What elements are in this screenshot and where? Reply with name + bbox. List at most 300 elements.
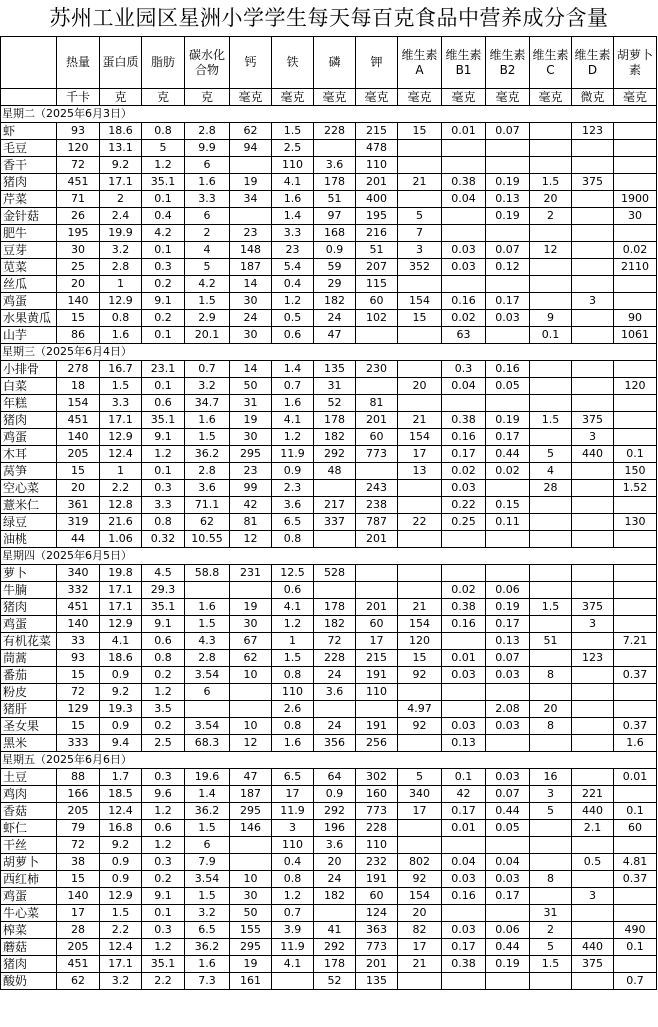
value-cell bbox=[572, 735, 614, 752]
table-row bbox=[1, 718, 657, 735]
value-cell: 0.19 bbox=[486, 174, 530, 191]
value-cell bbox=[572, 276, 614, 293]
value-cell: 102 bbox=[356, 310, 398, 327]
value-cell: 19.9 bbox=[100, 225, 142, 242]
value-cell: 3.6 bbox=[314, 157, 356, 174]
value-cell: 2.2 bbox=[142, 973, 185, 990]
value-cell: 3.3 bbox=[272, 225, 314, 242]
header-cell: 脂肪 bbox=[142, 37, 185, 89]
value-cell bbox=[614, 701, 657, 718]
value-cell bbox=[572, 701, 614, 718]
unit-row bbox=[1, 89, 657, 106]
value-cell: 15 bbox=[398, 310, 442, 327]
value-cell: 0.03 bbox=[486, 310, 530, 327]
header-cell: 维生素B2 bbox=[486, 37, 530, 89]
value-cell: 31 bbox=[230, 395, 272, 412]
value-cell: 295 bbox=[230, 939, 272, 956]
value-cell: 5 bbox=[530, 446, 572, 463]
value-cell: 0.02 bbox=[442, 310, 486, 327]
value-cell: 0.07 bbox=[486, 123, 530, 140]
value-cell: 201 bbox=[356, 956, 398, 973]
value-cell: 6.5 bbox=[272, 769, 314, 786]
value-cell: 10 bbox=[230, 667, 272, 684]
value-cell: 0.6 bbox=[272, 582, 314, 599]
food-name-cell: 猪肉 bbox=[1, 599, 57, 616]
value-cell: 12 bbox=[230, 735, 272, 752]
value-cell: 2 bbox=[530, 208, 572, 225]
food-name-cell: 油桃 bbox=[1, 531, 57, 548]
header-cell: 维生素C bbox=[530, 37, 572, 89]
value-cell bbox=[185, 701, 230, 718]
value-cell: 0.7 bbox=[614, 973, 657, 990]
value-cell: 2.08 bbox=[486, 701, 530, 718]
value-cell: 30 bbox=[230, 616, 272, 633]
value-cell: 201 bbox=[356, 531, 398, 548]
value-cell: 13.1 bbox=[100, 140, 142, 157]
value-cell: 787 bbox=[356, 514, 398, 531]
value-cell: 50 bbox=[230, 378, 272, 395]
value-cell: 21 bbox=[398, 599, 442, 616]
value-cell bbox=[530, 565, 572, 582]
value-cell: 1.52 bbox=[614, 480, 657, 497]
table-row bbox=[1, 633, 657, 650]
value-cell: 19 bbox=[230, 956, 272, 973]
value-cell bbox=[530, 650, 572, 667]
value-cell bbox=[614, 905, 657, 922]
value-cell: 90 bbox=[614, 310, 657, 327]
value-cell: 68.3 bbox=[185, 735, 230, 752]
value-cell bbox=[572, 191, 614, 208]
value-cell: 191 bbox=[356, 871, 398, 888]
value-cell bbox=[530, 837, 572, 854]
food-name-cell: 莴笋 bbox=[1, 463, 57, 480]
value-cell: 18.6 bbox=[100, 123, 142, 140]
value-cell: 9 bbox=[530, 310, 572, 327]
value-cell: 17 bbox=[356, 633, 398, 650]
value-cell: 47 bbox=[314, 327, 356, 344]
value-cell: 50 bbox=[230, 905, 272, 922]
value-cell: 356 bbox=[314, 735, 356, 752]
value-cell bbox=[442, 157, 486, 174]
value-cell: 1.6 bbox=[185, 599, 230, 616]
value-cell: 21.6 bbox=[100, 514, 142, 531]
value-cell: 22 bbox=[398, 514, 442, 531]
value-cell: 1061 bbox=[614, 327, 657, 344]
value-cell: 1.6 bbox=[100, 327, 142, 344]
value-cell: 3 bbox=[398, 242, 442, 259]
food-name-cell: 榨菜 bbox=[1, 922, 57, 939]
value-cell: 1.7 bbox=[100, 769, 142, 786]
food-name-cell: 鸡蛋 bbox=[1, 293, 57, 310]
value-cell: 3.54 bbox=[185, 871, 230, 888]
food-name-cell: 牛腩 bbox=[1, 582, 57, 599]
value-cell bbox=[442, 395, 486, 412]
value-cell: 33 bbox=[57, 633, 100, 650]
value-cell: 31 bbox=[530, 905, 572, 922]
food-name-cell: 萝卜 bbox=[1, 565, 57, 582]
value-cell: 5 bbox=[530, 939, 572, 956]
value-cell: 0.22 bbox=[442, 497, 486, 514]
value-cell: 123 bbox=[572, 123, 614, 140]
table-row bbox=[1, 854, 657, 871]
value-cell bbox=[486, 225, 530, 242]
value-cell: 20 bbox=[398, 905, 442, 922]
table-row bbox=[1, 446, 657, 463]
value-cell: 0.37 bbox=[614, 871, 657, 888]
value-cell: 1.2 bbox=[272, 293, 314, 310]
value-cell: 12.4 bbox=[100, 446, 142, 463]
value-cell: 451 bbox=[57, 174, 100, 191]
value-cell: 9.1 bbox=[142, 293, 185, 310]
value-cell: 528 bbox=[314, 565, 356, 582]
value-cell: 0.2 bbox=[142, 718, 185, 735]
value-cell: 1.6 bbox=[185, 956, 230, 973]
value-cell: 47 bbox=[230, 769, 272, 786]
value-cell: 15 bbox=[57, 463, 100, 480]
value-cell: 9.2 bbox=[100, 837, 142, 854]
value-cell: 72 bbox=[57, 837, 100, 854]
value-cell: 19.8 bbox=[100, 565, 142, 582]
value-cell: 0.05 bbox=[486, 820, 530, 837]
value-cell: 0.1 bbox=[142, 378, 185, 395]
value-cell: 0.17 bbox=[486, 888, 530, 905]
value-cell: 1.2 bbox=[142, 837, 185, 854]
value-cell bbox=[572, 531, 614, 548]
value-cell: 178 bbox=[314, 174, 356, 191]
value-cell: 0.8 bbox=[142, 514, 185, 531]
value-cell: 0.38 bbox=[442, 174, 486, 191]
value-cell: 319 bbox=[57, 514, 100, 531]
value-cell bbox=[230, 208, 272, 225]
value-cell: 2110 bbox=[614, 259, 657, 276]
value-cell: 292 bbox=[314, 939, 356, 956]
value-cell: 24 bbox=[314, 871, 356, 888]
value-cell bbox=[230, 854, 272, 871]
value-cell bbox=[398, 565, 442, 582]
value-cell bbox=[442, 973, 486, 990]
value-cell: 332 bbox=[57, 582, 100, 599]
value-cell bbox=[530, 361, 572, 378]
value-cell: 0.05 bbox=[486, 378, 530, 395]
value-cell: 60 bbox=[356, 293, 398, 310]
value-cell: 1.06 bbox=[100, 531, 142, 548]
value-cell: 168 bbox=[314, 225, 356, 242]
value-cell: 67 bbox=[230, 633, 272, 650]
value-cell: 0.3 bbox=[442, 361, 486, 378]
value-cell: 0.1 bbox=[614, 939, 657, 956]
value-cell: 62 bbox=[185, 514, 230, 531]
value-cell: 3.2 bbox=[185, 905, 230, 922]
value-cell: 160 bbox=[356, 786, 398, 803]
header-cell bbox=[1, 37, 57, 89]
value-cell: 12.4 bbox=[100, 939, 142, 956]
table-row bbox=[1, 922, 657, 939]
value-cell: 2 bbox=[100, 191, 142, 208]
table-row bbox=[1, 276, 657, 293]
value-cell bbox=[356, 327, 398, 344]
value-cell: 3 bbox=[272, 820, 314, 837]
value-cell: 17 bbox=[398, 939, 442, 956]
value-cell: 155 bbox=[230, 922, 272, 939]
value-cell: 20 bbox=[57, 480, 100, 497]
value-cell: 363 bbox=[356, 922, 398, 939]
value-cell: 0.19 bbox=[486, 956, 530, 973]
table-row bbox=[1, 531, 657, 548]
value-cell: 3.6 bbox=[185, 480, 230, 497]
value-cell: 0.03 bbox=[442, 242, 486, 259]
value-cell: 20.1 bbox=[185, 327, 230, 344]
table-row bbox=[1, 310, 657, 327]
value-cell: 352 bbox=[398, 259, 442, 276]
value-cell: 1.5 bbox=[185, 888, 230, 905]
value-cell: 140 bbox=[57, 888, 100, 905]
value-cell: 0.17 bbox=[486, 429, 530, 446]
value-cell bbox=[572, 684, 614, 701]
value-cell bbox=[614, 599, 657, 616]
value-cell: 228 bbox=[314, 123, 356, 140]
value-cell: 3.6 bbox=[272, 497, 314, 514]
table-row bbox=[1, 514, 657, 531]
value-cell: 0.2 bbox=[142, 310, 185, 327]
value-cell: 1.2 bbox=[142, 684, 185, 701]
value-cell: 0.3 bbox=[142, 769, 185, 786]
value-cell: 0.16 bbox=[442, 616, 486, 633]
value-cell: 201 bbox=[356, 412, 398, 429]
value-cell bbox=[356, 701, 398, 718]
day-label: 星期四（2025年6月5日） bbox=[1, 548, 657, 565]
value-cell: 337 bbox=[314, 514, 356, 531]
value-cell bbox=[486, 735, 530, 752]
value-cell: 5 bbox=[530, 803, 572, 820]
value-cell: 12.5 bbox=[272, 565, 314, 582]
header-cell: 维生素A bbox=[398, 37, 442, 89]
value-cell: 0.11 bbox=[486, 514, 530, 531]
value-cell: 0.06 bbox=[486, 582, 530, 599]
table-row bbox=[1, 293, 657, 310]
value-cell: 0.2 bbox=[142, 276, 185, 293]
value-cell: 154 bbox=[398, 616, 442, 633]
value-cell: 0.13 bbox=[486, 191, 530, 208]
value-cell bbox=[398, 361, 442, 378]
value-cell: 0.5 bbox=[272, 310, 314, 327]
value-cell: 150 bbox=[614, 463, 657, 480]
value-cell: 1.2 bbox=[142, 157, 185, 174]
value-cell: 14 bbox=[230, 361, 272, 378]
value-cell: 154 bbox=[398, 293, 442, 310]
value-cell: 440 bbox=[572, 446, 614, 463]
value-cell: 21 bbox=[398, 174, 442, 191]
value-cell: 154 bbox=[57, 395, 100, 412]
value-cell: 0.04 bbox=[442, 191, 486, 208]
value-cell: 7.3 bbox=[185, 973, 230, 990]
value-cell: 31 bbox=[314, 378, 356, 395]
value-cell bbox=[356, 463, 398, 480]
value-cell: 17 bbox=[57, 905, 100, 922]
food-name-cell: 胡萝卜 bbox=[1, 854, 57, 871]
value-cell: 21 bbox=[398, 956, 442, 973]
value-cell: 0.6 bbox=[142, 633, 185, 650]
value-cell: 30 bbox=[230, 888, 272, 905]
value-cell: 0.8 bbox=[272, 667, 314, 684]
value-cell: 0.6 bbox=[272, 327, 314, 344]
value-cell: 29 bbox=[314, 276, 356, 293]
value-cell: 2.9 bbox=[185, 310, 230, 327]
value-cell: 72 bbox=[57, 684, 100, 701]
value-cell: 0.37 bbox=[614, 718, 657, 735]
value-cell: 19 bbox=[230, 599, 272, 616]
day-section-header bbox=[1, 752, 657, 769]
value-cell: 2.1 bbox=[572, 820, 614, 837]
unit-cell: 毫克 bbox=[356, 89, 398, 106]
value-cell: 18.5 bbox=[100, 786, 142, 803]
value-cell bbox=[572, 157, 614, 174]
value-cell bbox=[614, 684, 657, 701]
value-cell: 30 bbox=[230, 293, 272, 310]
value-cell: 1.2 bbox=[272, 429, 314, 446]
header-cell: 胡萝卜素 bbox=[614, 37, 657, 89]
value-cell: 440 bbox=[572, 939, 614, 956]
value-cell: 8 bbox=[530, 871, 572, 888]
value-cell: 0.7 bbox=[272, 378, 314, 395]
value-cell: 15 bbox=[398, 650, 442, 667]
value-cell: 2.8 bbox=[185, 650, 230, 667]
value-cell: 11.9 bbox=[272, 939, 314, 956]
value-cell: 3.2 bbox=[100, 973, 142, 990]
value-cell: 6.5 bbox=[272, 514, 314, 531]
unit-cell: 毫克 bbox=[442, 89, 486, 106]
value-cell bbox=[530, 123, 572, 140]
value-cell bbox=[398, 140, 442, 157]
value-cell bbox=[572, 905, 614, 922]
value-cell: 1.5 bbox=[100, 905, 142, 922]
value-cell: 4.1 bbox=[100, 633, 142, 650]
value-cell bbox=[614, 956, 657, 973]
value-cell bbox=[530, 378, 572, 395]
value-cell: 1.4 bbox=[185, 786, 230, 803]
table-row bbox=[1, 208, 657, 225]
value-cell bbox=[572, 837, 614, 854]
value-cell: 0.1 bbox=[142, 242, 185, 259]
value-cell: 0.8 bbox=[272, 718, 314, 735]
value-cell: 0.16 bbox=[486, 361, 530, 378]
value-cell bbox=[442, 905, 486, 922]
table-row bbox=[1, 225, 657, 242]
value-cell: 2.5 bbox=[142, 735, 185, 752]
value-cell: 36.2 bbox=[185, 446, 230, 463]
value-cell: 99 bbox=[230, 480, 272, 497]
value-cell: 44 bbox=[57, 531, 100, 548]
value-cell: 0.38 bbox=[442, 956, 486, 973]
value-cell: 97 bbox=[314, 208, 356, 225]
value-cell: 1.6 bbox=[614, 735, 657, 752]
value-cell: 0.17 bbox=[442, 939, 486, 956]
value-cell: 451 bbox=[57, 599, 100, 616]
value-cell bbox=[572, 973, 614, 990]
value-cell bbox=[572, 463, 614, 480]
table-row bbox=[1, 565, 657, 582]
value-cell: 0.01 bbox=[614, 769, 657, 786]
value-cell: 0.1 bbox=[442, 769, 486, 786]
value-cell: 3 bbox=[572, 429, 614, 446]
value-cell: 1.5 bbox=[185, 429, 230, 446]
value-cell: 25 bbox=[57, 259, 100, 276]
value-cell: 340 bbox=[398, 786, 442, 803]
value-cell: 221 bbox=[572, 786, 614, 803]
value-cell: 205 bbox=[57, 446, 100, 463]
value-cell: 333 bbox=[57, 735, 100, 752]
value-cell: 115 bbox=[356, 276, 398, 293]
value-cell: 51 bbox=[530, 633, 572, 650]
food-name-cell: 猪肉 bbox=[1, 174, 57, 191]
table-row bbox=[1, 956, 657, 973]
table-row bbox=[1, 497, 657, 514]
value-cell: 110 bbox=[356, 837, 398, 854]
value-cell: 0.7 bbox=[185, 361, 230, 378]
value-cell: 2.8 bbox=[185, 123, 230, 140]
value-cell bbox=[398, 157, 442, 174]
value-cell: 182 bbox=[314, 888, 356, 905]
food-name-cell: 水果黄瓜 bbox=[1, 310, 57, 327]
value-cell: 0.32 bbox=[142, 531, 185, 548]
value-cell: 35.1 bbox=[142, 174, 185, 191]
value-cell: 0.19 bbox=[486, 599, 530, 616]
value-cell: 0.8 bbox=[142, 650, 185, 667]
value-cell: 17.1 bbox=[100, 412, 142, 429]
unit-cell: 毫克 bbox=[530, 89, 572, 106]
value-cell: 1.4 bbox=[272, 208, 314, 225]
value-cell: 15 bbox=[57, 871, 100, 888]
value-cell bbox=[530, 973, 572, 990]
value-cell: 6 bbox=[185, 684, 230, 701]
value-cell: 191 bbox=[356, 667, 398, 684]
value-cell: 35.1 bbox=[142, 956, 185, 973]
food-name-cell: 空心菜 bbox=[1, 480, 57, 497]
food-name-cell: 茼蒿 bbox=[1, 650, 57, 667]
value-cell: 20 bbox=[57, 276, 100, 293]
value-cell: 0.17 bbox=[442, 446, 486, 463]
value-cell: 231 bbox=[230, 565, 272, 582]
value-cell: 1.6 bbox=[185, 174, 230, 191]
value-cell: 62 bbox=[230, 650, 272, 667]
unit-cell: 微克 bbox=[572, 89, 614, 106]
value-cell: 81 bbox=[230, 514, 272, 531]
value-cell: 0.8 bbox=[100, 310, 142, 327]
value-cell: 110 bbox=[356, 157, 398, 174]
day-label: 星期二（2025年6月3日） bbox=[1, 106, 657, 123]
value-cell bbox=[398, 684, 442, 701]
table-row bbox=[1, 803, 657, 820]
value-cell: 0.07 bbox=[486, 786, 530, 803]
table-row bbox=[1, 599, 657, 616]
value-cell: 340 bbox=[57, 565, 100, 582]
table-row bbox=[1, 327, 657, 344]
value-cell: 4.81 bbox=[614, 854, 657, 871]
value-cell: 110 bbox=[272, 157, 314, 174]
value-cell: 146 bbox=[230, 820, 272, 837]
value-cell: 24 bbox=[314, 667, 356, 684]
value-cell bbox=[530, 684, 572, 701]
value-cell: 93 bbox=[57, 123, 100, 140]
value-cell: 215 bbox=[356, 650, 398, 667]
value-cell bbox=[530, 140, 572, 157]
value-cell: 28 bbox=[530, 480, 572, 497]
value-cell: 0.9 bbox=[272, 463, 314, 480]
value-cell: 0.1 bbox=[142, 191, 185, 208]
food-name-cell: 鸡蛋 bbox=[1, 616, 57, 633]
value-cell: 20 bbox=[314, 854, 356, 871]
value-cell bbox=[530, 514, 572, 531]
value-cell: 10.55 bbox=[185, 531, 230, 548]
